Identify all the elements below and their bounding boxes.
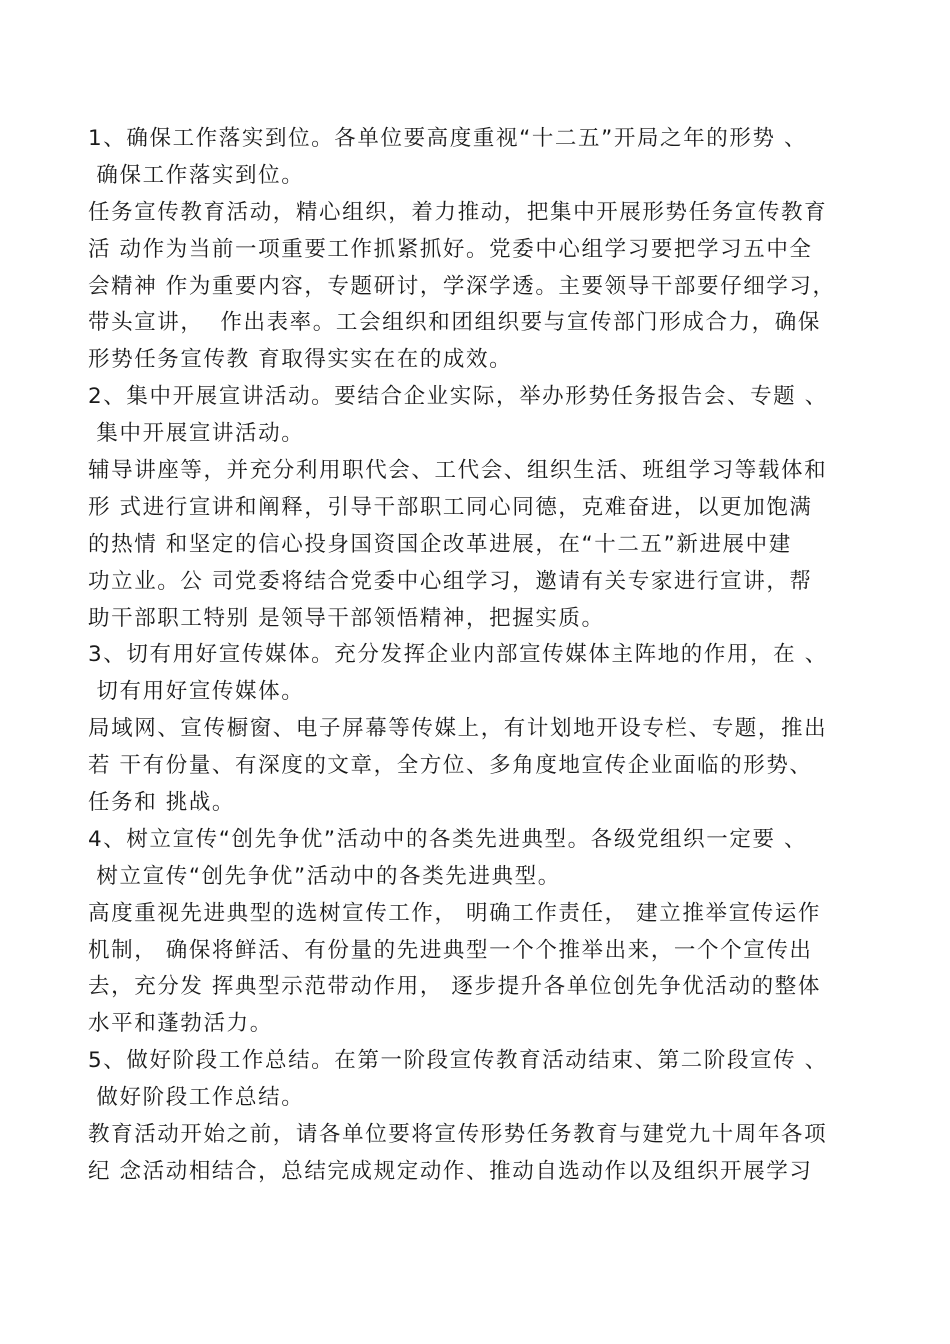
text-line: 会精神 作为重要内容，专题研讨，学深学透。主要领导干部要仔细学习，	[88, 273, 836, 299]
text-line: 纪 念活动相结合，总结完成规定动作、推动自选动作以及组织开展学习	[88, 1158, 813, 1184]
text-line: 5、做好阶段工作总结。在第一阶段宣传教育活动结束、第二阶段宣传 、	[88, 1048, 828, 1074]
text-line: 机制， 确保将鲜活、有份量的先进典型一个个推举出来，一个个宣传出	[88, 937, 813, 963]
text-line: 带头宣讲， 作出表率。工会组织和团组织要与宣传部门形成合力，确保	[88, 310, 821, 336]
text-line: 3、切有用好宣传媒体。充分发挥企业内部宣传媒体主阵地的作用，在 、	[88, 642, 828, 668]
text-line: 活 动作为当前一项重要工作抓紧抓好。党委中心组学习要把学习五中全	[88, 236, 813, 262]
text-line: 形 式进行宣讲和阐释，引导干部职工同心同德，克难奋进，以更加饱满	[88, 494, 813, 520]
text-line: 切有用好宣传媒体。	[88, 679, 305, 705]
text-line: 1、确保工作落实到位。各单位要高度重视“十二五”开局之年的形势 、	[88, 126, 808, 151]
text-line: 局域网、宣传橱窗、电子屏幕等传媒上，有计划地开设专栏、专题，推出	[88, 716, 828, 742]
document-body	[88, 121, 878, 1191]
text-line: 若 干有份量、有深度的文章，全方位、多角度地宣传企业面临的形势、	[88, 753, 813, 779]
text-line: 功立业。公 司党委将结合党委中心组学习，邀请有关专家进行宣讲，帮	[88, 568, 813, 594]
text-line: 教育活动开始之前，请各单位要将宣传形势任务教育与建党九十周年各项	[88, 1122, 828, 1148]
text-line: 集中开展宣讲活动。	[88, 421, 305, 447]
text-line: 2、集中开展宣讲活动。要结合企业实际，举办形势任务报告会、专题 、	[88, 384, 828, 410]
text-line: 水平和蓬勃活力。	[88, 1011, 273, 1037]
text-line: 辅导讲座等，并充分利用职代会、工代会、组织生活、班组学习等载体和	[88, 458, 828, 484]
text-line: 形势任务宣传教 育取得实实在在的成效。	[88, 347, 513, 373]
text-line: 助干部职工特别 是领导干部领悟精神，把握实质。	[88, 605, 605, 631]
text-line: 去，充分发 挥典型示范带动作用， 逐步提升各单位创先争优活动的整体	[88, 974, 821, 1000]
text-line: 树立宣传“创先争优”活动中的各类先进典型。	[88, 863, 561, 889]
text-line: 做好阶段工作总结。	[88, 1085, 305, 1111]
text-line: 高度重视先进典型的选树宣传工作， 明确工作责任， 建立推举宣传运作	[88, 900, 821, 926]
text-line: 任务和 挑战。	[88, 790, 236, 816]
text-line: 确保工作落实到位。	[88, 162, 305, 188]
text-line: 4、树立宣传“创先争优”活动中的各类先进典型。各级党组织一定要 、	[88, 826, 808, 852]
text-line: 的热情 和坚定的信心投身国资国企改革进展，在“十二五”新进展中建	[88, 531, 792, 557]
text-line: 任务宣传教育活动，精心组织，着力推动，把集中开展形势任务宣传教育	[88, 199, 828, 225]
